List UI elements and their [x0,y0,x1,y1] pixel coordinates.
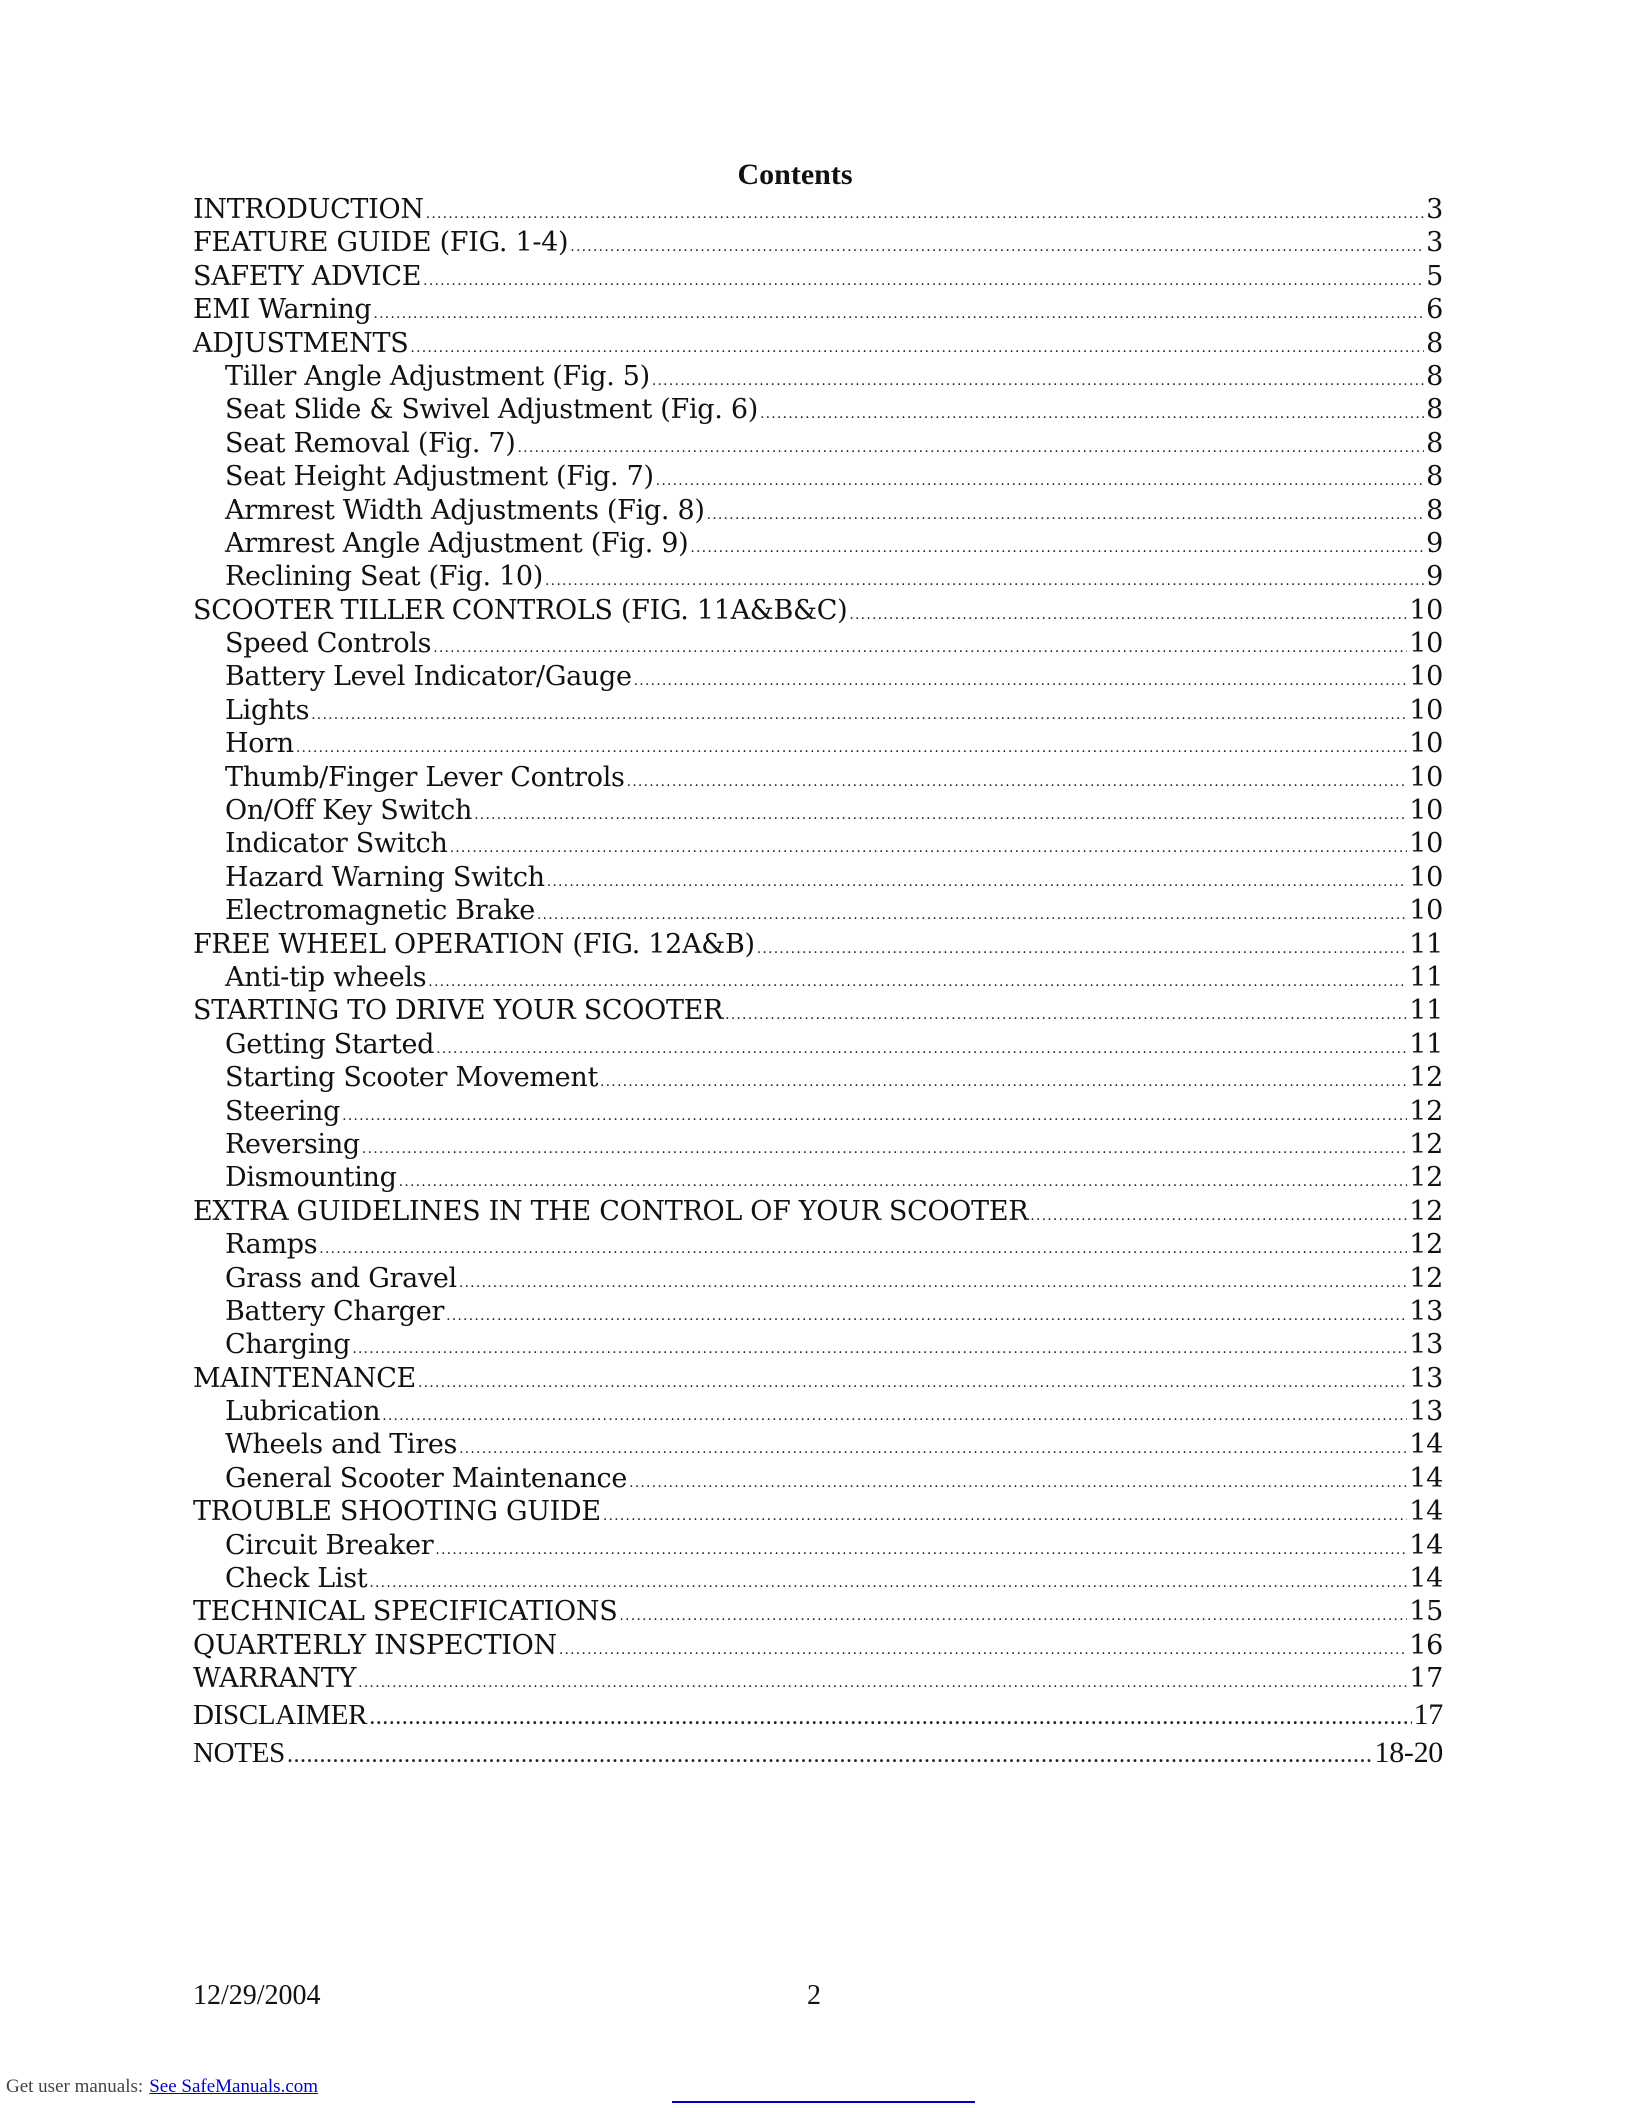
toc-entry-label: Grass and Gravel [225,1262,457,1294]
toc-entry[interactable] [193,1228,1443,1261]
toc-entry[interactable] [193,761,1443,794]
toc-entry-label: Reclining Seat (Fig. 10) [225,561,544,593]
toc-leader-dots [373,298,1424,331]
toc-entry-label: Indicator Switch [225,828,448,860]
toc-leader-dots [474,799,1407,832]
toc-leader-dots [287,1736,1373,1774]
toc-entry[interactable] [193,1495,1443,1528]
footer-page-number: 2 [807,1980,821,2011]
toc-entry-page: 10 [1409,728,1443,760]
toc-entry-page: 12 [1409,1095,1443,1127]
toc-entry-page: 8 [1426,427,1443,459]
toc-entry-page: 5 [1426,260,1443,292]
toc-entry-page: 13 [1409,1295,1443,1327]
toc-leader-dots [627,766,1408,799]
toc-entry[interactable] [193,494,1443,527]
toc-entry[interactable] [193,527,1443,560]
toc-leader-dots [362,1133,1407,1166]
toc-entry-page: 10 [1409,861,1443,893]
toc-entry-label: ADJUSTMENTS [193,327,409,359]
toc-leader-dots [656,465,1424,498]
toc-leader-dots [629,1467,1407,1500]
toc-entry[interactable] [193,594,1443,627]
toc-entry-label: Lights [225,694,310,726]
toc-leader-dots [319,1233,1407,1266]
toc-entry-label: Speed Controls [225,628,432,660]
toc-entry[interactable] [193,1428,1443,1461]
toc-leader-dots [1030,1200,1407,1233]
toc-entry-page: 13 [1409,1329,1443,1361]
bottom-bar-prefix: Get user manuals: [6,2076,144,2097]
toc-entry-label: QUARTERLY INSPECTION [193,1629,557,1661]
toc-entry[interactable] [193,1128,1443,1161]
toc-entry-label: FREE WHEEL OPERATION (FIG. 12A&B) [193,928,755,960]
toc-leader-dots [369,1698,1411,1736]
toc-entry-page: 12 [1409,1229,1443,1261]
toc-entry-page: 9 [1426,561,1443,593]
toc-entry[interactable] [193,260,1443,293]
toc-entry-page: 8 [1426,394,1443,426]
toc-entry-label: Battery Level Indicator/Gauge [225,661,632,693]
toc-entry-label: Seat Slide & Swivel Adjustment (Fig. 6) [225,394,758,426]
toc-leader-dots [725,999,1407,1032]
toc-entry-page: 16 [1409,1629,1443,1661]
toc-leader-dots [358,1667,1407,1700]
toc-entry-page: 17 [1409,1663,1443,1695]
toc-entry-label: Armrest Width Adjustments (Fig. 8) [225,494,705,526]
toc-entry-page: 14 [1409,1529,1443,1561]
toc-entry-label: NOTES [193,1736,285,1769]
toc-leader-dots [570,231,1424,264]
toc-entry-label: Reversing [225,1128,360,1160]
toc-entry-page: 10 [1409,795,1443,827]
toc-entry[interactable] [193,961,1443,994]
toc-leader-dots [707,499,1425,532]
toc-entry[interactable] [193,460,1443,493]
toc-entry[interactable] [193,560,1443,593]
toc-leader-dots [311,699,1407,732]
toc-entry[interactable] [193,627,1443,660]
toc-leader-dots [352,1333,1407,1366]
toc-leader-dots [435,1534,1407,1567]
toc-leader-dots [426,198,1424,231]
toc-entry-label: Tiller Angle Adjustment (Fig. 5) [225,360,650,392]
toc-entry-label: Wheels and Tires [225,1429,458,1461]
toc-entry-label: Seat Height Adjustment (Fig. 7) [225,461,654,493]
toc-entry[interactable] [193,1262,1443,1295]
toc-entry-label: Electromagnetic Brake [225,895,535,927]
toc-entry[interactable] [193,293,1443,326]
toc-leader-dots [600,1066,1407,1099]
toc-entry[interactable] [193,393,1443,426]
toc-entry-page: 10 [1409,828,1443,860]
toc-entry-page: 3 [1426,227,1443,259]
toc-entry[interactable] [193,1195,1443,1228]
toc-entry[interactable] [193,928,1443,961]
toc-leader-dots [603,1500,1407,1533]
toc-entry-label: Starting Scooter Movement [225,1062,598,1094]
toc-entry-page: 10 [1409,594,1443,626]
toc-entry[interactable] [193,727,1443,760]
toc-leader-dots [342,1100,1407,1133]
toc-leader-dots [559,1634,1407,1667]
toc-entry[interactable] [193,660,1443,693]
toc-entry-page: 13 [1409,1362,1443,1394]
toc-entry[interactable] [193,1095,1443,1128]
toc-entry-page: 11 [1409,995,1443,1027]
toc-entry[interactable] [193,861,1443,894]
toc-entry[interactable] [193,1295,1443,1328]
toc-leader-dots [634,665,1408,698]
bottom-link-underline [672,2101,975,2103]
toc-entry-label: TECHNICAL SPECIFICATIONS [193,1596,618,1628]
footer-date: 12/29/2004 [193,1980,321,2011]
table-of-contents [193,193,1443,1772]
toc-leader-dots [849,599,1407,632]
toc-entry-page: 8 [1426,360,1443,392]
toc-leader-dots [547,866,1408,899]
toc-entry-label: Check List [225,1563,368,1595]
toc-entry-page: 12 [1409,1062,1443,1094]
toc-entry-label: Lubrication [225,1396,381,1428]
toc-entry-page: 14 [1409,1462,1443,1494]
toc-entry-label: Getting Started [225,1028,435,1060]
toc-entry-page: 6 [1426,294,1443,326]
toc-entry[interactable] [193,1328,1443,1361]
toc-leader-dots [446,1300,1407,1333]
toc-entry[interactable] [193,1562,1443,1595]
toc-entry[interactable] [193,1696,1443,1734]
toc-entry[interactable] [193,1362,1443,1395]
toc-entry-page: 8 [1426,327,1443,359]
toc-entry-page: 18-20 [1374,1735,1443,1769]
toc-entry[interactable] [193,1395,1443,1428]
contents-heading: Contents [737,158,853,191]
toc-entry-label: Ramps [225,1229,318,1261]
toc-entry-label: Steering [225,1095,341,1127]
toc-entry[interactable] [193,226,1443,259]
toc-entry-page: 11 [1409,1028,1443,1060]
toc-entry-page: 12 [1409,1262,1443,1294]
toc-entry-page: 17 [1413,1697,1443,1731]
toc-entry[interactable] [193,1734,1443,1772]
toc-entry[interactable] [193,327,1443,360]
toc-entry-label: INTRODUCTION [193,194,424,225]
toc-entry[interactable] [193,694,1443,727]
toc-entry-page: 9 [1426,527,1443,559]
toc-entry[interactable] [193,1629,1443,1662]
bottom-bar [6,2076,318,2098]
toc-entry-label: EMI Warning [193,294,372,326]
toc-entry-page: 15 [1409,1596,1443,1628]
toc-entry[interactable] [193,1595,1443,1628]
toc-leader-dots [459,1267,1407,1300]
toc-entry-page: 14 [1409,1429,1443,1461]
toc-entry[interactable] [193,1662,1443,1695]
safemanuals-link[interactable]: See SafeManuals.com [149,2076,319,2097]
toc-entry-page: 12 [1409,1162,1443,1194]
toc-entry-label: Armrest Angle Adjustment (Fig. 9) [225,527,689,559]
toc-entry-page: 12 [1409,1128,1443,1160]
toc-entry-label: Dismounting [225,1162,397,1194]
toc-entry-label: SAFETY ADVICE [193,260,422,292]
toc-entry[interactable] [193,794,1443,827]
toc-entry-label: WARRANTY [193,1663,357,1695]
toc-entry[interactable] [193,1161,1443,1194]
toc-entry-label: SCOOTER TILLER CONTROLS (FIG. 11A&B&C) [193,594,848,626]
toc-entry-label: On/Off Key Switch [225,795,473,827]
toc-leader-dots [652,365,1424,398]
toc-entry-page: 10 [1409,628,1443,660]
toc-entry-label: Circuit Breaker [225,1529,434,1561]
toc-leader-dots [690,532,1424,565]
toc-entry-label: Battery Charger [225,1295,445,1327]
toc-leader-dots [382,1400,1407,1433]
toc-entry-label: DISCLAIMER [193,1698,368,1731]
toc-entry-label: Hazard Warning Switch [225,861,545,893]
toc-entry[interactable] [193,827,1443,860]
toc-entry-label: MAINTENANCE [193,1362,416,1394]
toc-entry-page: 10 [1409,694,1443,726]
toc-entry-page: 8 [1426,494,1443,526]
toc-entry[interactable] [193,994,1443,1027]
toc-entry-label: FEATURE GUIDE (FIG. 1-4) [193,227,569,259]
toc-leader-dots [450,832,1408,865]
toc-entry-label: STARTING TO DRIVE YOUR SCOOTER [193,995,724,1027]
toc-entry[interactable] [193,193,1443,226]
toc-leader-dots [423,265,1424,298]
toc-entry-page: 10 [1409,761,1443,793]
toc-entry-page: 11 [1409,961,1443,993]
toc-entry-page: 10 [1409,895,1443,927]
toc-entry-page: 14 [1409,1496,1443,1528]
toc-entry-page: 8 [1426,461,1443,493]
toc-leader-dots [757,933,1407,966]
toc-entry-page: 14 [1409,1563,1443,1595]
toc-entry-label: Charging [225,1329,351,1361]
toc-entry[interactable] [193,1462,1443,1495]
toc-entry-label: Seat Removal (Fig. 7) [225,427,516,459]
toc-entry-page: 11 [1409,928,1443,960]
toc-entry-page: 3 [1426,194,1443,225]
toc-entry-label: General Scooter Maintenance [225,1462,628,1494]
toc-entry-label: Horn [225,728,294,760]
toc-entry[interactable] [193,427,1443,460]
toc-entry-page: 13 [1409,1396,1443,1428]
toc-entry-label: Anti-tip wheels [225,961,427,993]
toc-entry[interactable] [193,1061,1443,1094]
toc-leader-dots [619,1600,1407,1633]
toc-entry-label: EXTRA GUIDELINES IN THE CONTROL OF YOUR SCOOTER [193,1195,1029,1227]
toc-entry-label: Thumb/Finger Lever Controls [225,761,625,793]
toc-entry[interactable] [193,1529,1443,1562]
toc-entry[interactable] [193,360,1443,393]
toc-entry[interactable] [193,1028,1443,1061]
toc-leader-dots [418,1367,1407,1400]
toc-entry-page: 10 [1409,661,1443,693]
toc-entry[interactable] [193,894,1443,927]
toc-leader-dots [760,398,1424,431]
toc-entry-page: 12 [1409,1195,1443,1227]
toc-entry-label: TROUBLE SHOOTING GUIDE [193,1496,601,1528]
